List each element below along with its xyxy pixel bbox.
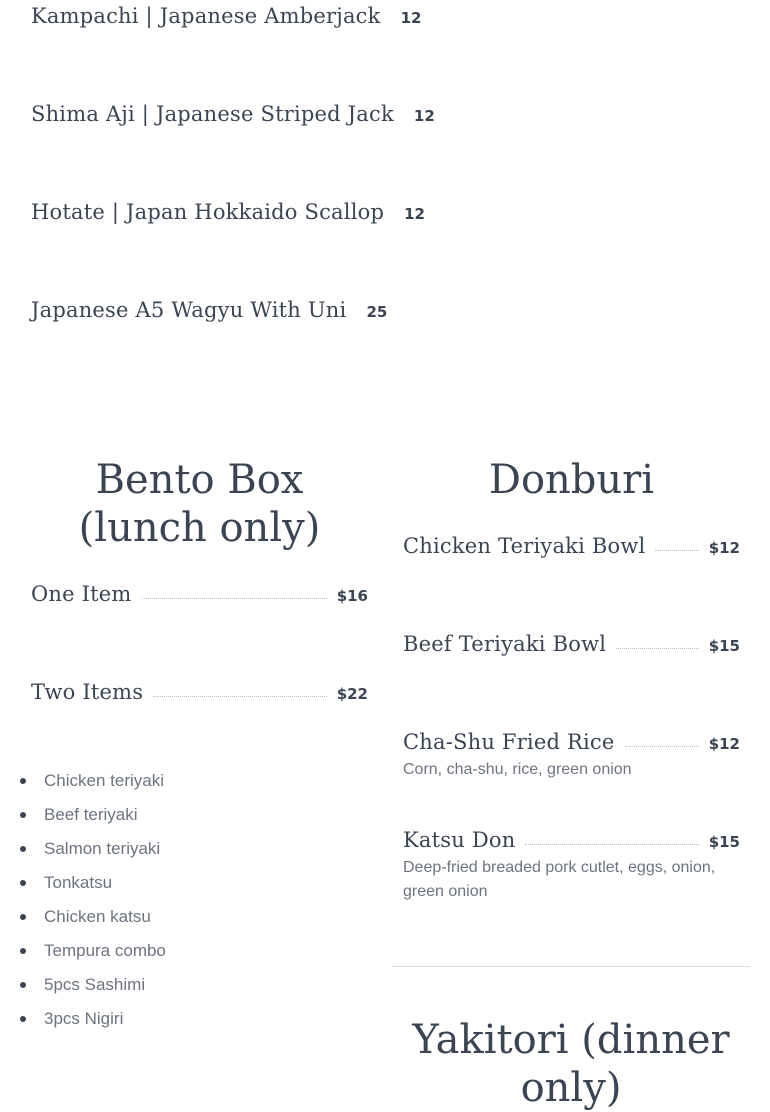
item-price: 12 [404,205,425,223]
list-item-label: Beef teriyaki [44,805,138,824]
item-price: $12 [708,735,740,753]
bullet-icon [20,914,26,920]
item-price: $15 [708,833,740,851]
item-name: Japanese A5 Wagyu With Uni [31,298,347,322]
yakitori-title: Yakitori (dinner only) [412,1017,730,1111]
item-name: Two Items [31,680,144,704]
list-item [0,802,380,836]
bullet-icon [20,812,26,818]
dot-leader [153,696,326,697]
bullet-icon [20,948,26,954]
item-description: Deep-fried breaded pork cutlet, eggs, onion, green onion [403,859,716,900]
bento-options-list [0,768,380,1040]
list-item-label: Salmon teriyaki [44,839,161,858]
list-item-label: Chicken teriyaki [44,771,164,790]
item-name: Cha-Shu Fried Rice [403,730,615,754]
list-item [0,972,380,1006]
list-item-label: Chicken katsu [44,907,151,926]
list-item-label: 5pcs Sashimi [44,975,146,994]
menu-item [403,828,740,904]
menu-item [403,730,740,782]
item-price: 25 [366,303,388,321]
list-item-label: Tonkatsu [44,873,113,892]
list-item [0,768,380,802]
dot-leader [525,844,698,845]
list-item-label: Tempura combo [44,941,166,960]
menu-item [31,582,368,606]
bullet-icon [20,778,26,784]
dot-leader [142,598,327,599]
list-item [0,1006,380,1040]
bullet-icon [20,880,26,886]
item-price: 12 [400,9,422,27]
item-price: $12 [708,539,740,557]
bullet-icon [20,982,26,988]
bento-title: Bento Box (lunch only) [78,457,321,551]
donburi-title: Donburi [488,457,655,503]
item-price: $15 [708,637,740,655]
item-name: Beef Teriyaki Bowl [403,632,607,656]
menu-item [403,534,740,558]
item-name: Kampachi | Japanese Amberjack [31,4,381,28]
list-item [0,870,380,904]
menu-item [31,200,425,224]
item-name: Hotate | Japan Hokkaido Scallop [31,200,385,224]
item-name: Katsu Don [403,828,516,852]
item-price: $22 [336,685,368,703]
item-description: Corn, cha-shu, rice, green onion [403,761,632,778]
list-item [0,904,380,938]
dot-leader [625,746,699,747]
list-item-label: 3pcs Nigiri [44,1009,124,1028]
menu-item [31,102,435,126]
item-name: One Item [31,582,132,606]
menu-item [403,632,740,656]
menu-item [31,4,422,28]
dot-leader [616,648,699,649]
bullet-icon [20,846,26,852]
list-item [0,836,380,870]
item-price: $16 [336,587,368,605]
list-item [0,938,380,972]
item-price: 12 [413,107,435,125]
menu-item [31,298,388,322]
section-divider [392,966,750,967]
bullet-icon [20,1016,26,1022]
item-name: Shima Aji | Japanese Striped Jack [31,102,394,126]
dot-leader [655,550,698,551]
menu-item [31,680,368,704]
item-name: Chicken Teriyaki Bowl [403,534,646,558]
